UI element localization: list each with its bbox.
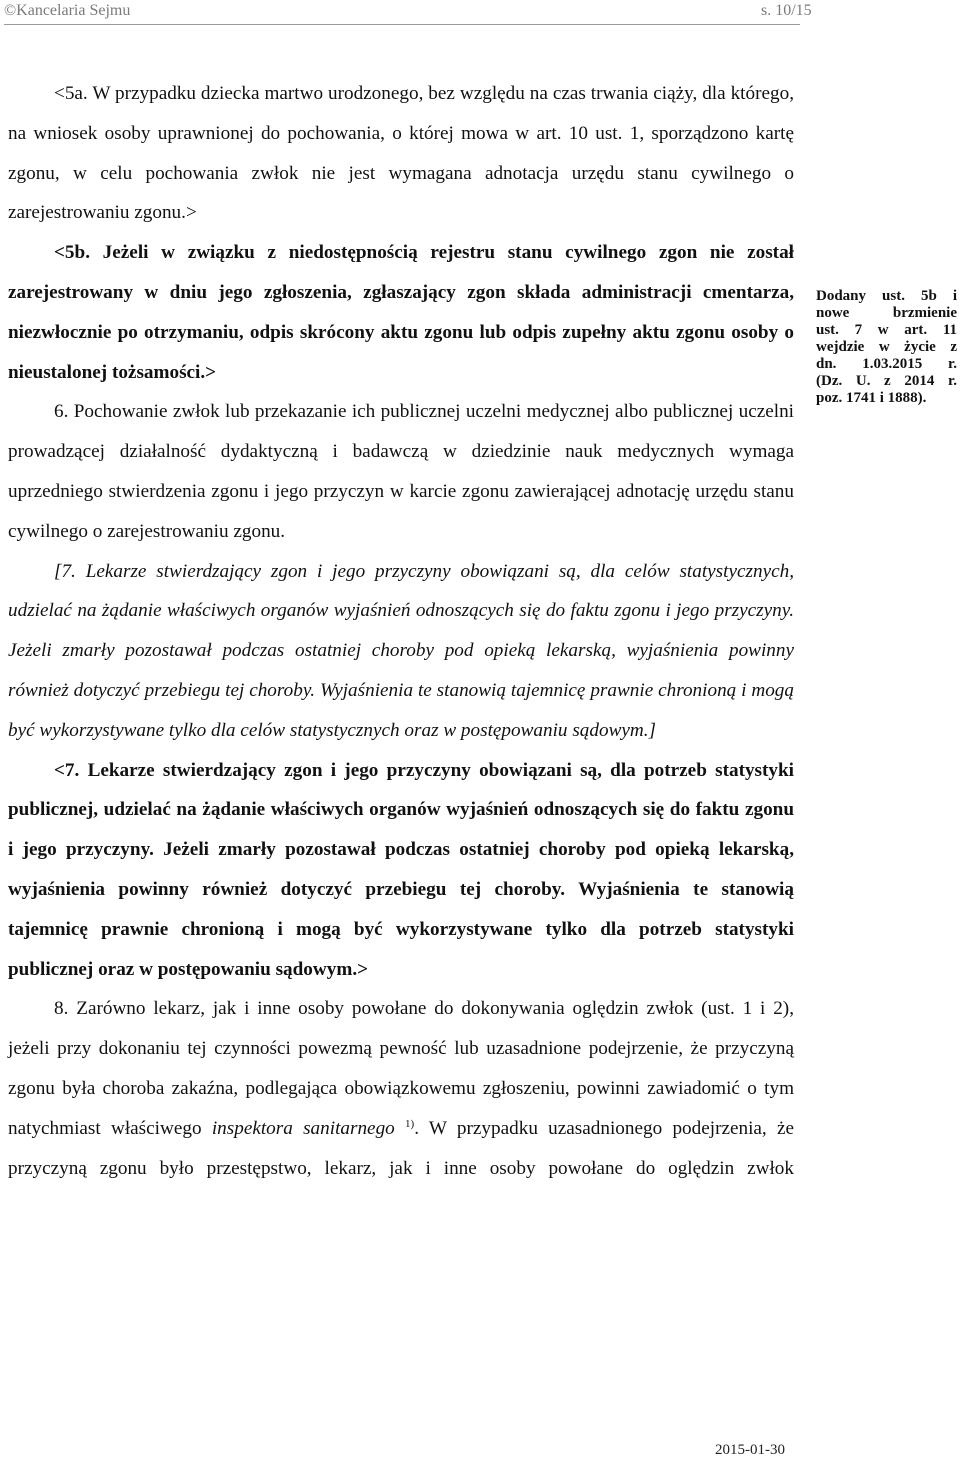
paragraph-7-repealed: [7. Lekarze stwierdzający zgon i jego przyczyny obowiązani są, dla celów statystycznych, udzielać na żądanie właściwych organów wyjaśnień odnoszących się do faktu zgonu i jego przyczyny. Jeżeli zmarły pozostawał podczas ostatniej choroby pod opieką lekarską, wyjaśnienia powinny również dotyczyć przebiegu tej choroby. Wyjaśnienia te stanowią tajemnicę prawnie chronioną i mogą być wykorzystywane tylko dla celów statystycznych oraz w postępowaniu sądowym.]	[8, 560, 794, 741]
page-header	[0, 0, 960, 26]
footnote-reference[interactable]: 1)	[405, 1117, 415, 1130]
paragraph-7-new: <7. Lekarze stwierdzający zgon i jego przyczyny obowiązani są, dla potrzeb statystyki publicznej, udzielać na żądanie właściwych organów wyjaśnień odnoszących się do faktu zgonu i jego przyczyny. Jeżeli zmarły pozostawał podczas ostatniej choroby pod opieką lekarską, wyjaśnienia powinny również dotyczyć przebiegu tej choroby. Wyjaśnienia te stanowią tajemnicę prawnie chronioną i mogą być wykorzystywane tylko dla potrzeb statystyki publicznej oraz w postępowaniu sądowym.>	[8, 759, 794, 980]
header-divider	[4, 24, 800, 25]
margin-note	[816, 288, 957, 407]
paragraph-8	[8, 989, 794, 1188]
paragraph-5b: <5b. Jeżeli w związku z niedostępnością rejestru stanu cywilnego zgon nie został zarejestrowany w dniu jego zgłoszenia, zgłaszający zgon składa administracji cmentarza, niezwłocznie po otrzymaniu, odpis skrócony aktu zgonu lub odpis zupełny aktu zgonu osoby o nieustalonej tożsamości.>	[8, 242, 794, 383]
paragraph-8-italic: inspektora sanitarnego	[211, 1117, 395, 1139]
margin-note-line: (Dz. U. z 2014 r.	[816, 373, 957, 389]
footer-date: 2015-01-30	[715, 1442, 785, 1458]
header-page-number: s. 10/15	[761, 2, 812, 19]
margin-note-line: dn. 1.03.2015 r.	[816, 356, 957, 372]
margin-note-line: poz. 1741 i 1888).	[816, 390, 927, 406]
margin-note-line: Dodany ust. 5b i	[816, 288, 957, 304]
paragraph-8-text-b: . W przypadku uzasadnionego podejrzenia, że przyczyną zgonu było przestępstwo, lekarz, jak i inne osoby powołane do oględzin zwłok	[8, 1117, 795, 1179]
paragraph-5a: <5a. W przypadku dziecka martwo urodzonego, bez względu na czas trwania ciąży, dla którego, na wniosek osoby uprawnionej do pochowania, o której mowa w art. 10 ust. 1, sporządzono kartę zgonu, w celu pochowania zwłok nie jest wymagana adnotacja urzędu stanu cywilnego o zarejestrowaniu zgonu.>	[8, 83, 794, 224]
paragraph-6: 6. Pochowanie zwłok lub przekazanie ich publicznej uczelni medycznej albo publicznej uczelni prowadzącej działalność dydaktyczną i badawczą w dziedzinie nauk medycznych wymaga uprzedniego stwierdzenia zgonu i jego przyczyn w karcie zgonu zawierającej adnotację urzędu stanu cywilnego o zarejestrowaniu zgonu.	[8, 401, 794, 542]
margin-note-line: nowe brzmienie	[816, 305, 957, 321]
paragraph-8-text-a: 8. Zarówno lekarz, jak i inne osoby powołane do dokonywania oględzin zwłok (ust. 1 i 2), jeżeli przy dokonaniu tej czynności powezmą pewność lub uzasadnione podejrzenie, że przyczyną zgonu była choroba zakaźna, podlegająca obowiązkowemu zgłoszeniu, powinni zawiadomić o tym natychmiast właściwego	[8, 998, 794, 1139]
margin-note-line: ust. 7 w art. 11	[816, 322, 957, 338]
header-publisher: ©Kancelaria Sejmu	[4, 2, 131, 19]
margin-note-line: wejdzie w życie z	[816, 339, 957, 355]
document-body	[8, 74, 794, 1188]
